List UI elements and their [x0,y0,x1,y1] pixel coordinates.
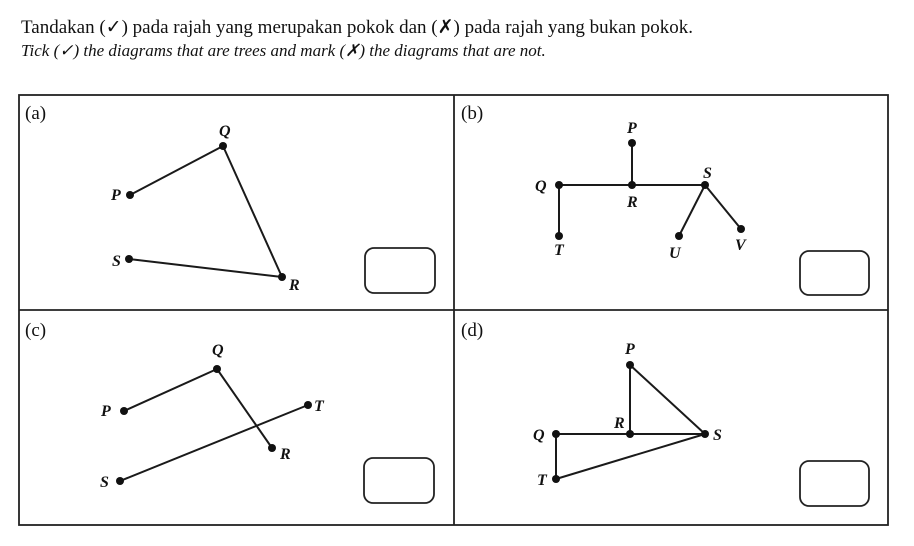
node-b-Q [555,181,563,189]
node-c-T [304,401,312,409]
label-c-S: S [100,474,109,491]
panel-b-label: (b) [461,103,484,124]
label-a-P: P [111,187,121,204]
node-d-T [552,475,560,483]
edge-b-SU [679,185,705,236]
label-b-T: T [554,242,564,259]
node-b-V [737,225,745,233]
label-b-U: U [669,245,681,262]
node-c-P [120,407,128,415]
edge-a-QR [223,146,282,277]
label-b-P: P [627,120,637,137]
node-b-S [701,181,709,189]
panel-a-label: (a) [25,103,47,124]
node-a-Q [219,142,227,150]
instruction-english: Tick (✓) the diagrams that are trees and mark (✗) the diagrams that are not. [21,41,546,60]
node-a-R [278,273,286,281]
answer-box-d[interactable] [800,461,869,506]
label-d-S: S [713,427,722,444]
node-c-S [116,477,124,485]
edge-c-QR [217,369,272,448]
edge-a-SR [129,259,282,277]
edge-b-SV [705,185,741,229]
label-b-Q: Q [535,178,547,195]
label-d-R: R [614,415,625,432]
panel-b [461,103,869,295]
label-b-S: S [703,165,712,182]
node-c-Q [213,365,221,373]
answer-box-b[interactable] [800,251,869,295]
panel-a [25,103,435,294]
node-a-S [125,255,133,263]
label-a-S: S [112,253,121,270]
node-b-U [675,232,683,240]
edge-a-PQ [130,146,223,195]
edge-d-TS [556,434,705,479]
label-a-Q: Q [219,123,231,140]
panel-c [25,320,434,503]
node-b-T [555,232,563,240]
answer-box-a[interactable] [365,248,435,293]
node-a-P [126,191,134,199]
panel-d-label: (d) [461,320,484,341]
node-d-S [701,430,709,438]
node-d-P [626,361,634,369]
label-b-R: R [627,194,638,211]
label-c-R: R [280,446,291,463]
label-b-V: V [735,237,746,254]
node-c-R [268,444,276,452]
node-b-R [628,181,636,189]
label-c-P: P [101,403,111,420]
label-a-R: R [289,277,300,294]
edge-c-PQ [124,369,217,411]
label-c-Q: Q [212,342,224,359]
label-d-P: P [625,341,635,358]
label-d-Q: Q [533,427,545,444]
node-d-Q [552,430,560,438]
label-d-T: T [537,472,547,489]
panel-d [461,320,869,506]
instruction-malay: Tandakan (✓) pada rajah yang merupakan pokok dan (✗) pada rajah yang bukan pokok. [21,17,694,38]
node-d-R [626,430,634,438]
answer-box-c[interactable] [364,458,434,503]
node-b-P [628,139,636,147]
edge-d-PS [630,365,705,434]
panel-c-label: (c) [25,320,47,341]
edge-c-ST [120,405,308,481]
label-c-T: T [314,398,324,415]
